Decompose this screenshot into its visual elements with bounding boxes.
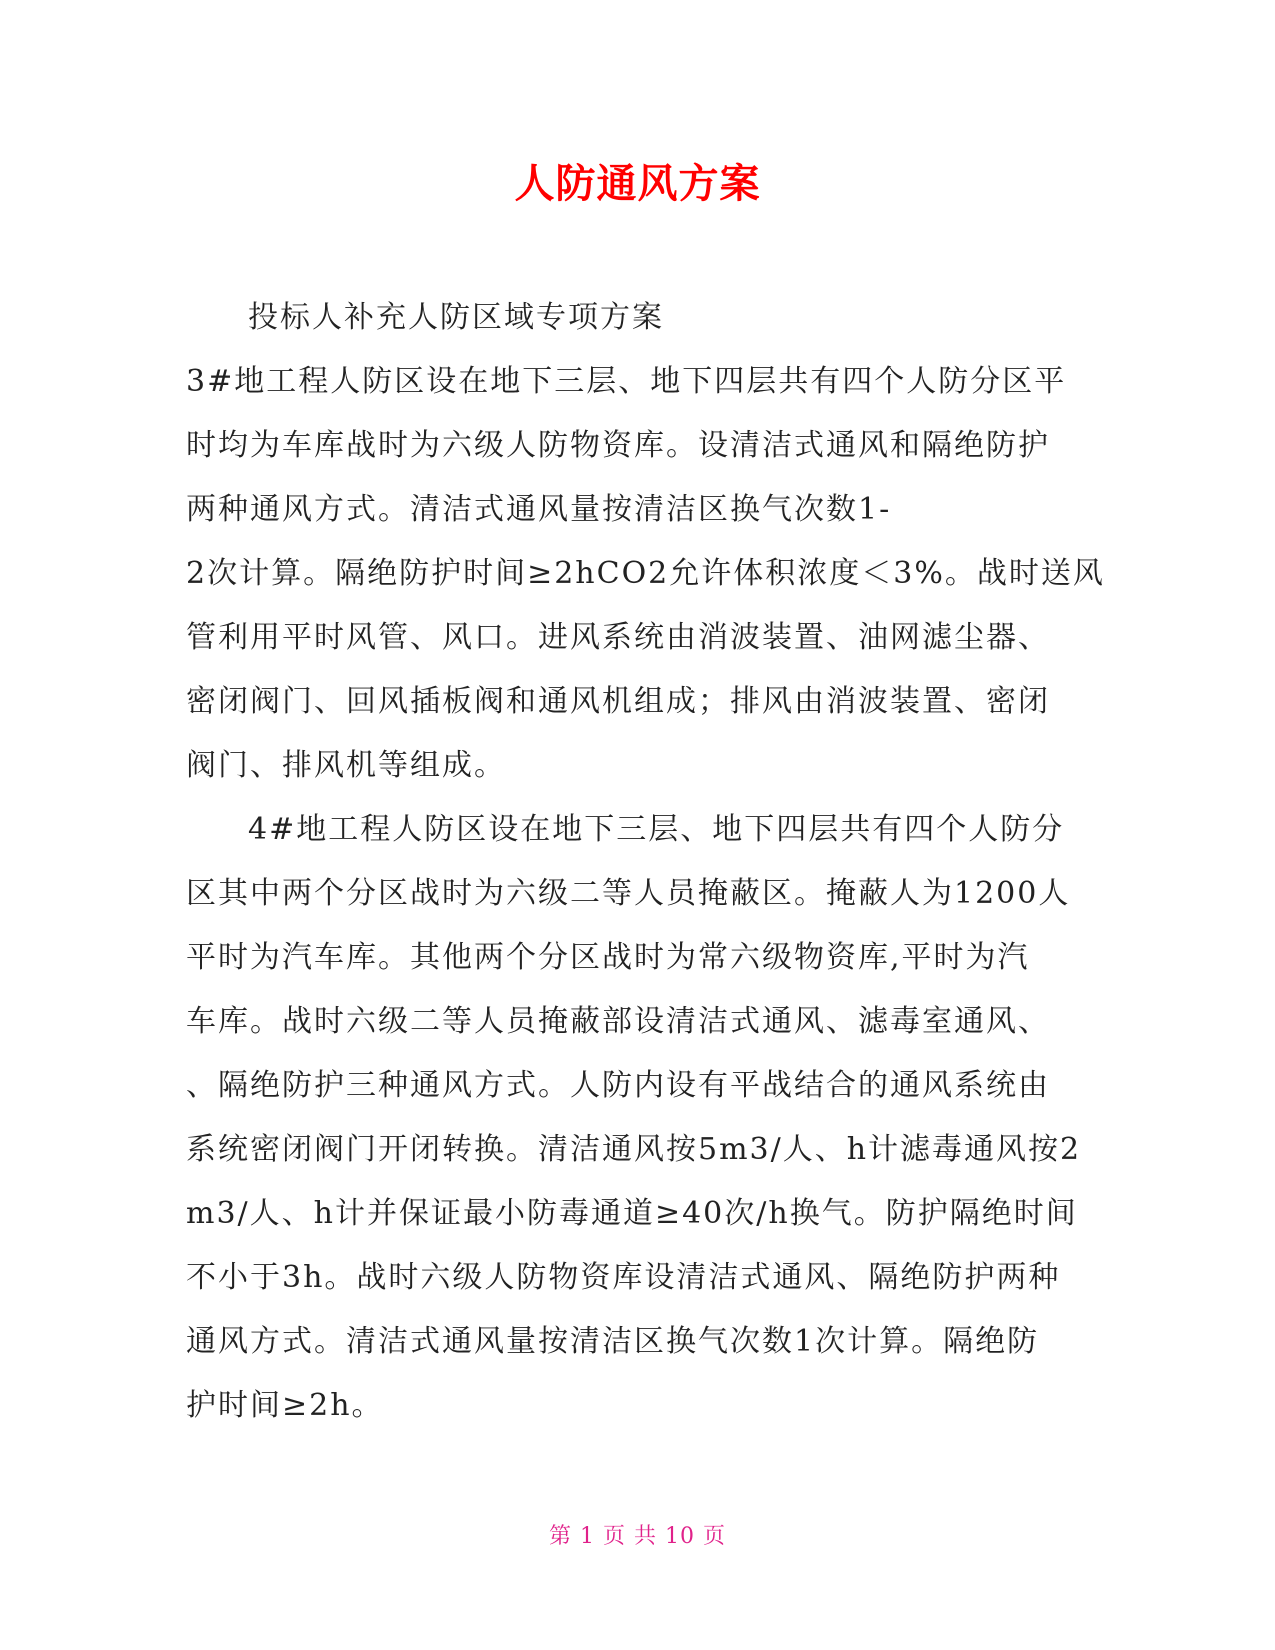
text-line: m3/人、h计并保证最小防毒通道≥40次/h换气。防护隔绝时间 [186, 1196, 1078, 1231]
text-line: 时均为车库战时为六级人防物资库。设清洁式通风和隔绝防护 [186, 428, 1050, 463]
page-footer [0, 1522, 1275, 1552]
text-line: 车库。战时六级二等人员掩蔽部设清洁式通风、滤毒室通风、 [186, 1004, 1050, 1039]
text-line: 密闭阀门、回风插板阀和通风机组成；排风由消波装置、密闭 [186, 684, 1050, 719]
text-line: 、隔绝防护三种通风方式。人防内设有平战结合的通风系统由 [186, 1068, 1050, 1103]
document-body [186, 286, 1105, 1438]
text-line: 不小于3h。战时六级人防物资库设清洁式通风、隔绝防护两种 [186, 1260, 1061, 1295]
text-line: 两种通风方式。清洁式通风量按清洁区换气次数1- [186, 492, 892, 527]
text-line: 平时为汽车库。其他两个分区战时为常六级物资库,平时为汽 [186, 940, 1030, 975]
text-line: 通风方式。清洁式通风量按清洁区换气次数1次计算。隔绝防 [186, 1324, 1040, 1359]
text-line: 3#地工程人防区设在地下三层、地下四层共有四个人防分区平 [186, 364, 1067, 399]
text-line: 管利用平时风管、风口。进风系统由消波装置、油网滤尘器、 [186, 620, 1050, 655]
text-line: 区其中两个分区战时为六级二等人员掩蔽区。掩蔽人为1200人 [186, 876, 1071, 911]
text-line: 系统密闭阀门开闭转换。清洁通风按5m3/人、h计滤毒通风按2 [186, 1132, 1082, 1167]
footer-suffix: 页 [703, 1524, 727, 1549]
text-line: 4#地工程人防区设在地下三层、地下四层共有四个人防分 [248, 812, 1065, 847]
paragraph-heading: 投标人补充人防区域专项方案 [248, 300, 664, 335]
text-line: 阀门、排风机等组成。 [186, 748, 506, 783]
text-line: 2次计算。隔绝防护时间≥2hCO2允许体积浓度＜3%。战时送风 [186, 556, 1105, 591]
text-line: 护时间≥2h。 [186, 1388, 384, 1423]
total-page-count: 10 [665, 1524, 695, 1549]
current-page-number: 1 [580, 1524, 595, 1549]
footer-mid: 页 共 [603, 1524, 657, 1549]
footer-prefix: 第 [548, 1524, 572, 1549]
document-title: 人防通风方案 [514, 161, 761, 207]
